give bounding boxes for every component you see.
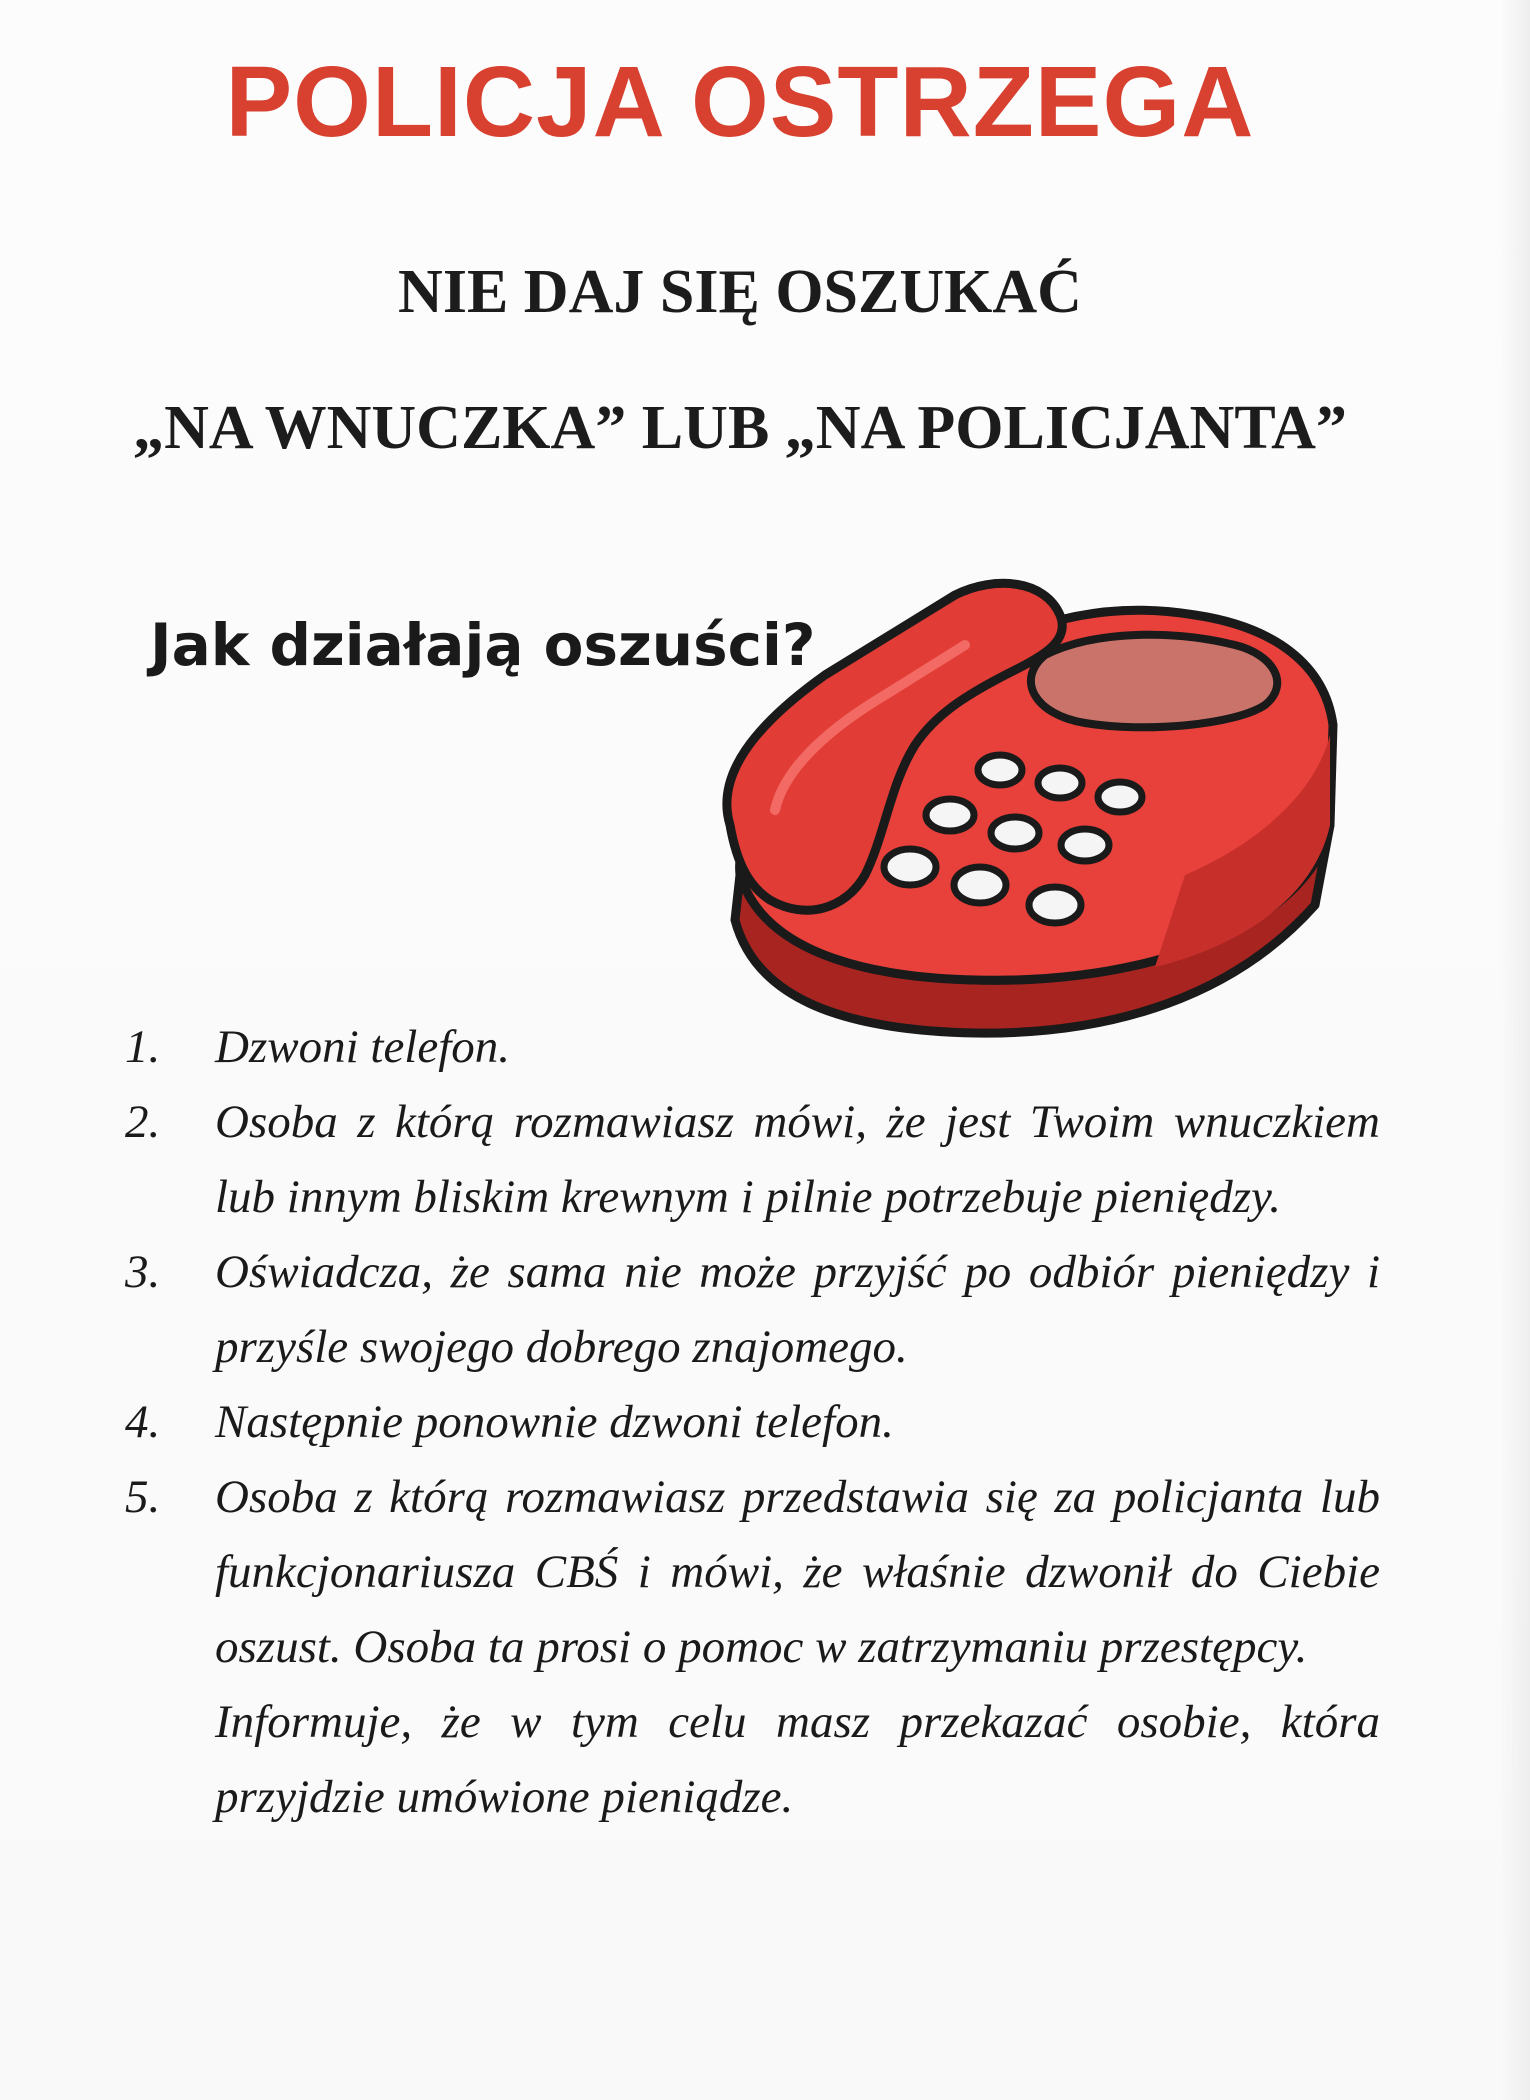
step-number: 3.: [125, 1246, 161, 1298]
phone-key: [991, 817, 1039, 849]
step-number: 2.: [125, 1096, 161, 1148]
page-title: POLICJA OSTRZEGA: [225, 46, 1255, 158]
phone-key: [1038, 768, 1082, 798]
scam-steps-list: [110, 1010, 1380, 1835]
step-text: Osoba z którą rozmawiasz przedstawia się za policjanta lub funkcjonariusza CBŚ i mówi, że właśnie dzwonił do Ciebie oszust. Osoba ta prosi o pomoc w zatrzymaniu przestępcy.: [215, 1471, 1380, 1673]
step-number: 1.: [125, 1021, 161, 1073]
phone-key: [954, 867, 1006, 903]
section-question: Jak działają oszuści?: [150, 611, 816, 679]
red-telephone-icon: [715, 575, 1355, 1045]
list-item: [110, 1385, 1380, 1460]
phone-key: [884, 849, 936, 885]
step-text: Oświadcza, że sama nie może przyjść po odbiór pieniędzy i przyśle swojego dobrego znajomego.: [215, 1246, 1380, 1373]
phone-key: [1061, 829, 1109, 861]
subtitle-scam-types: „NA WNUCZKA” LUB „NA POLICJANTA”: [133, 394, 1347, 462]
step-number: 5.: [125, 1471, 161, 1523]
subtitle-warning: NIE DAJ SIĘ OSZUKAĆ: [398, 258, 1082, 326]
step-continuation: Informuje, że w tym celu masz przekazać osobie, która przyjdzie umówione pieniądze.: [215, 1696, 1380, 1823]
phone-key: [926, 799, 974, 831]
list-item: [110, 1085, 1380, 1235]
step-text: Osoba z którą rozmawiasz mówi, że jest Twoim wnuczkiem lub innym bliskim krewnym i pilnie potrzebuje pieniędzy.: [215, 1096, 1380, 1223]
list-item: [110, 1460, 1380, 1835]
phone-key: [978, 755, 1022, 785]
list-item: [110, 1010, 1380, 1085]
step-text: Następnie ponownie dzwoni telefon.: [215, 1396, 894, 1448]
phone-display: [1031, 635, 1277, 728]
step-number: 4.: [125, 1396, 161, 1448]
page-edge-shadow: [1500, 0, 1530, 2100]
step-text: Dzwoni telefon.: [215, 1021, 511, 1073]
list-item: [110, 1235, 1380, 1385]
phone-key: [1098, 782, 1142, 812]
phone-key: [1029, 887, 1081, 923]
